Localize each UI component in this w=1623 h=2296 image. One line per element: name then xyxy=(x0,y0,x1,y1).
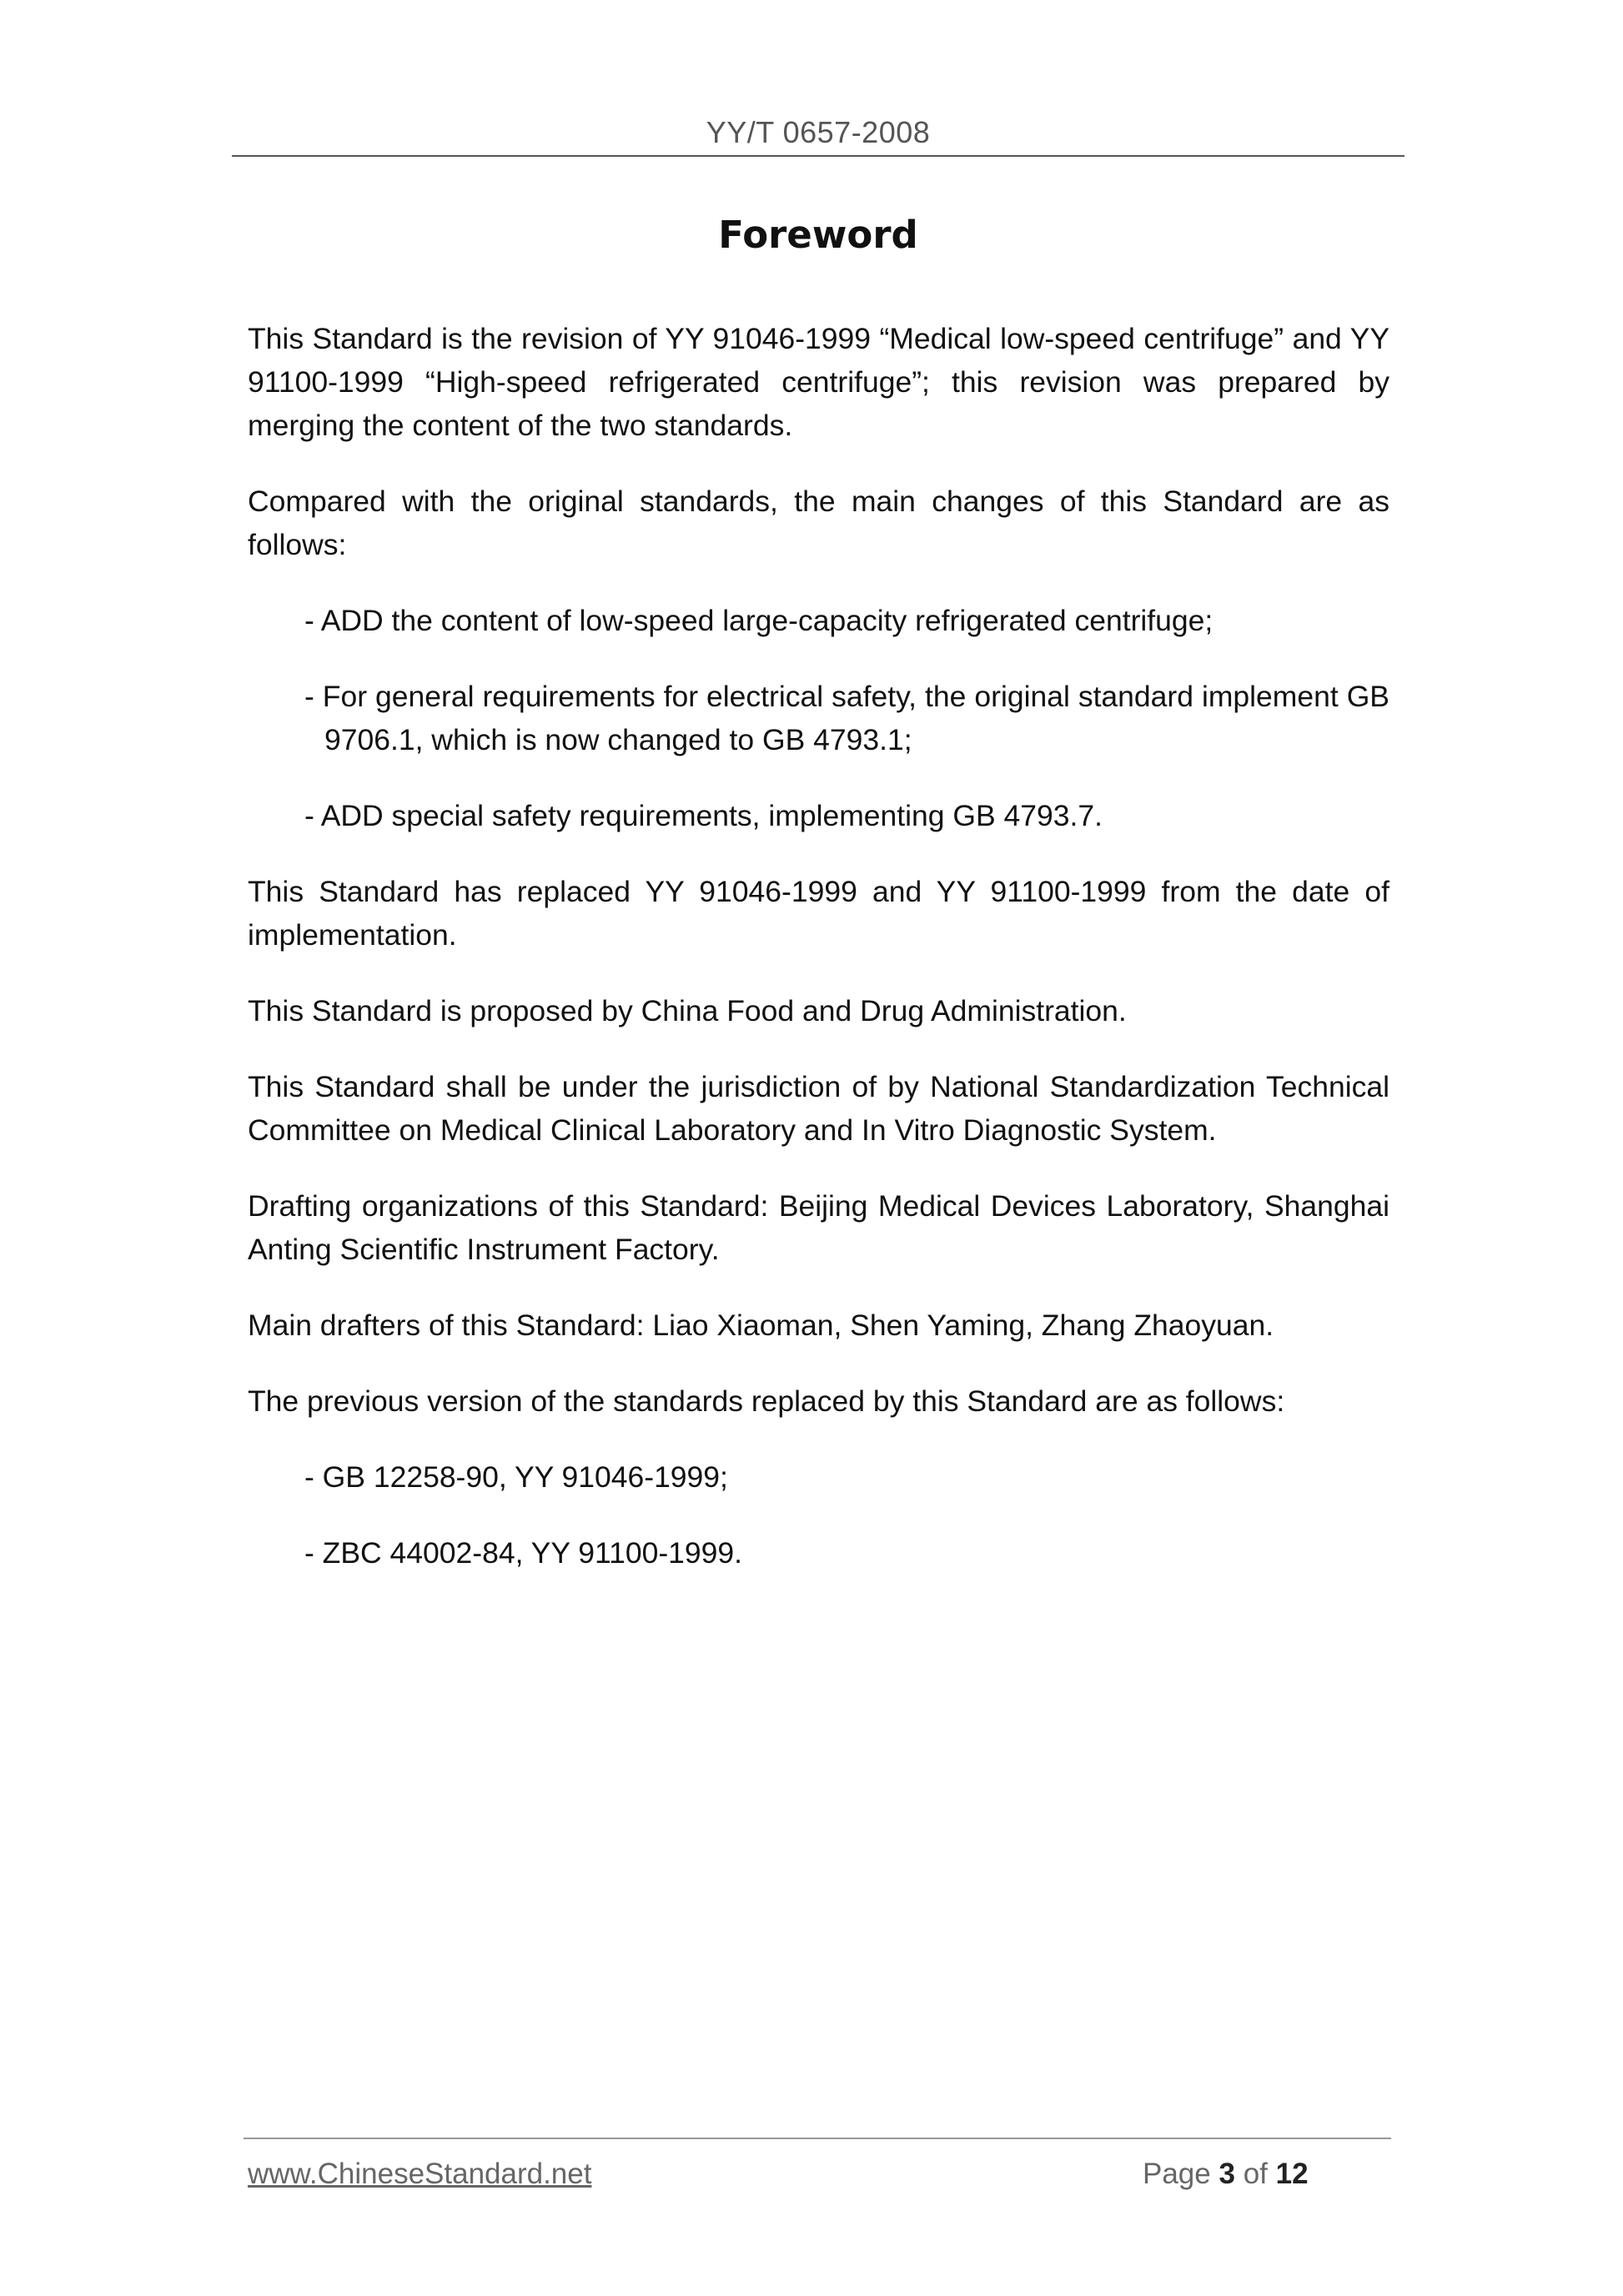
list-item-previous-1: - GB 12258-90, YY 91046-1999; xyxy=(304,1460,728,1494)
page-header-doc-id: YY/T 0657-2008 xyxy=(706,115,931,149)
page-title: Foreword xyxy=(718,213,918,257)
page-prefix: Page xyxy=(1143,2158,1211,2190)
footer-divider xyxy=(244,2138,1391,2139)
header-divider xyxy=(232,155,1404,157)
paragraph-jurisdiction: This Standard shall be under the jurisdiction of by National Standardization Technical Committee on Medical Clinical Laboratory and In Vitro Diagnostic System. xyxy=(248,1070,1389,1147)
paragraph-previous-versions: The previous version of the standards replaced by this Standard are as follows: xyxy=(248,1384,1285,1418)
paragraph-main-drafters: Main drafters of this Standard: Liao Xiaoman, Shen Yaming, Zhang Zhaoyuan. xyxy=(248,1309,1274,1342)
page-current: 3 xyxy=(1219,2158,1235,2190)
website-link[interactable]: www.ChineseStandard.net xyxy=(248,2158,592,2190)
paragraph-drafting-organizations: Drafting organizations of this Standard: Beijing Medical Devices Laboratory, Shanghai Anting Scientific Instrument Factory. xyxy=(248,1189,1389,1266)
document-body xyxy=(248,317,1389,1607)
list-item-previous-2: - ZBC 44002-84, YY 91100-1999. xyxy=(304,1536,742,1570)
list-item-change-2: - For general requirements for electrical safety, the original standard implement GB 9706.1, which is now changed to GB 4793.1; xyxy=(304,680,1389,756)
paragraph-main-changes: Compared with the original standards, the main changes of this Standard are as follows: xyxy=(248,485,1389,561)
page-of: of xyxy=(1243,2158,1268,2190)
paragraph-revision: This Standard is the revision of YY 91046-1999 “Medical low-speed centrifuge” and YY 91100-1999 “High-speed refrigerated centrifuge”; this revision was prepared by merging the content of the two standards. xyxy=(248,322,1389,442)
page-total: 12 xyxy=(1275,2158,1309,2190)
page-number xyxy=(1143,2158,1309,2191)
list-item-change-1: - ADD the content of low-speed large-capacity refrigerated centrifuge; xyxy=(304,604,1213,637)
paragraph-replaced: This Standard has replaced YY 91046-1999 and YY 91100-1999 from the date of implementation. xyxy=(248,875,1389,952)
list-item-change-3: - ADD special safety requirements, implementing GB 4793.7. xyxy=(304,799,1103,832)
paragraph-proposed-by: This Standard is proposed by China Food and Drug Administration. xyxy=(248,994,1127,1027)
